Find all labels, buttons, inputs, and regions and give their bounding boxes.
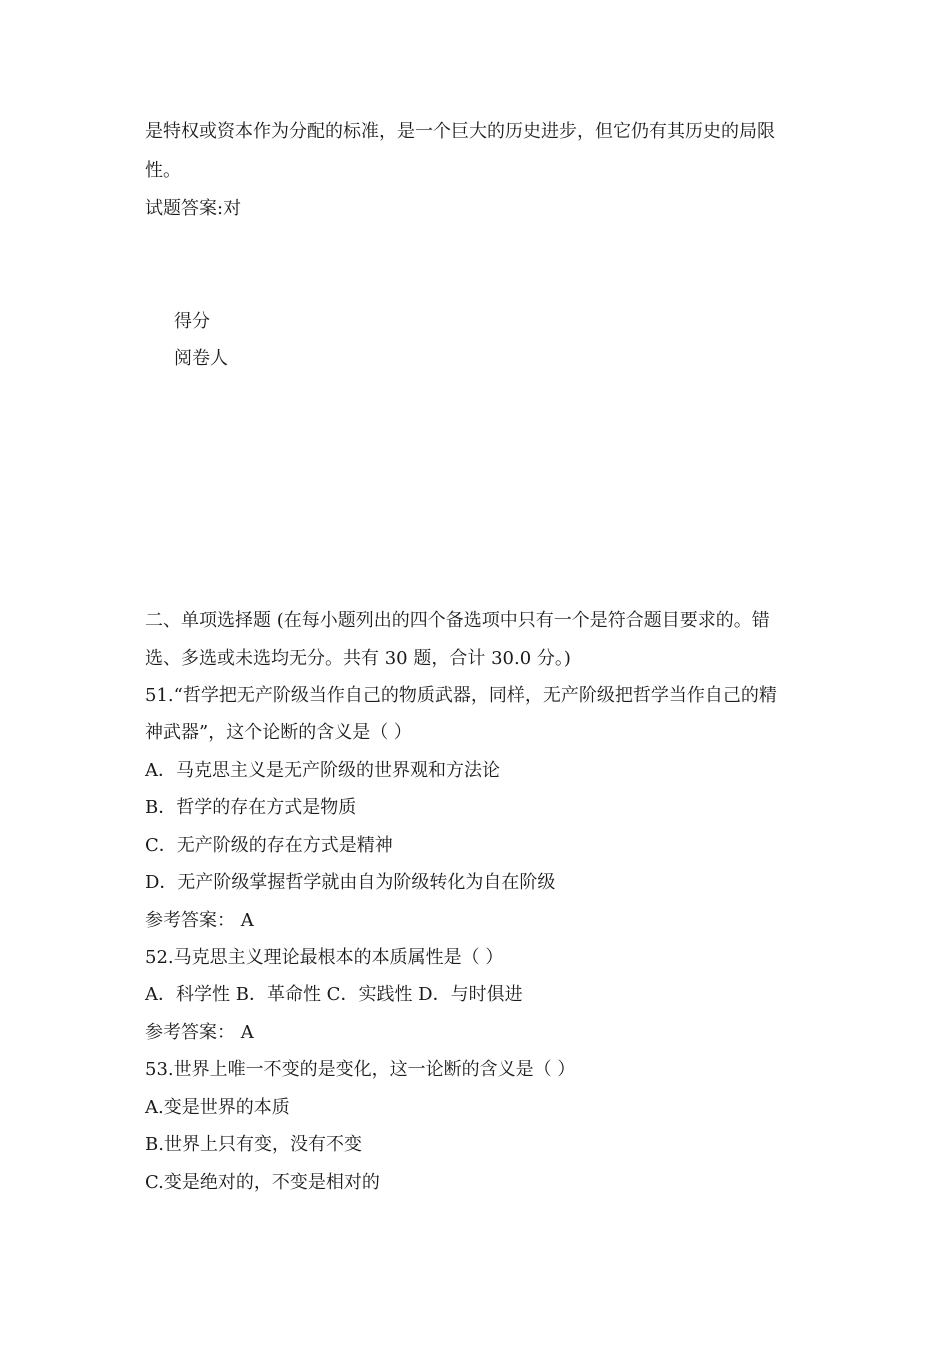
option-d: D．无产阶级掌握哲学就由自为阶级转化为自在阶级 bbox=[145, 872, 556, 893]
option-b: B．哲学的存在方式是物质 bbox=[145, 797, 357, 818]
score-label: 得分 bbox=[174, 311, 210, 332]
reference-answer: 参考答案： A bbox=[145, 910, 254, 931]
question-stem: 51.“哲学把无产阶级当作自己的物质武器，同样，无产阶级把哲学当作自己的精 bbox=[145, 685, 777, 706]
option-a: A.变是世界的本质 bbox=[145, 1097, 290, 1118]
option-a: A．马克思主义是无产阶级的世界观和方法论 bbox=[145, 760, 500, 781]
section-heading: 二、单项选择题 (在每小题列出的四个备选项中只有一个是符合题目要求的。错 bbox=[145, 610, 770, 631]
paragraph-line: 是特权或资本作为分配的标准，是一个巨大的历史进步，但它仍有其历史的局限 bbox=[145, 121, 775, 142]
reference-answer: 参考答案： A bbox=[145, 1022, 254, 1043]
option-b: B.世界上只有变，没有不变 bbox=[145, 1134, 362, 1155]
question-stem: 53.世界上唯一不变的是变化，这一论断的含义是（ ） bbox=[145, 1059, 576, 1080]
option-c: C.变是绝对的，不变是相对的 bbox=[145, 1172, 380, 1193]
grader-label: 阅卷人 bbox=[174, 348, 228, 369]
section-heading: 选、多选或未选均无分。共有 30 题，合计 30.0 分。) bbox=[145, 648, 571, 669]
question-stem: 神武器”，这个论断的含义是（ ） bbox=[145, 722, 412, 743]
paragraph-line: 性。 bbox=[145, 160, 181, 181]
answer-text: 试题答案:对 bbox=[145, 198, 242, 219]
option-c: C．无产阶级的存在方式是精神 bbox=[145, 835, 393, 856]
question-stem: 52.马克思主义理论最根本的本质属性是（ ） bbox=[145, 947, 504, 968]
options-line: A．科学性 B．革命性 C．实践性 D．与时俱进 bbox=[145, 984, 523, 1005]
